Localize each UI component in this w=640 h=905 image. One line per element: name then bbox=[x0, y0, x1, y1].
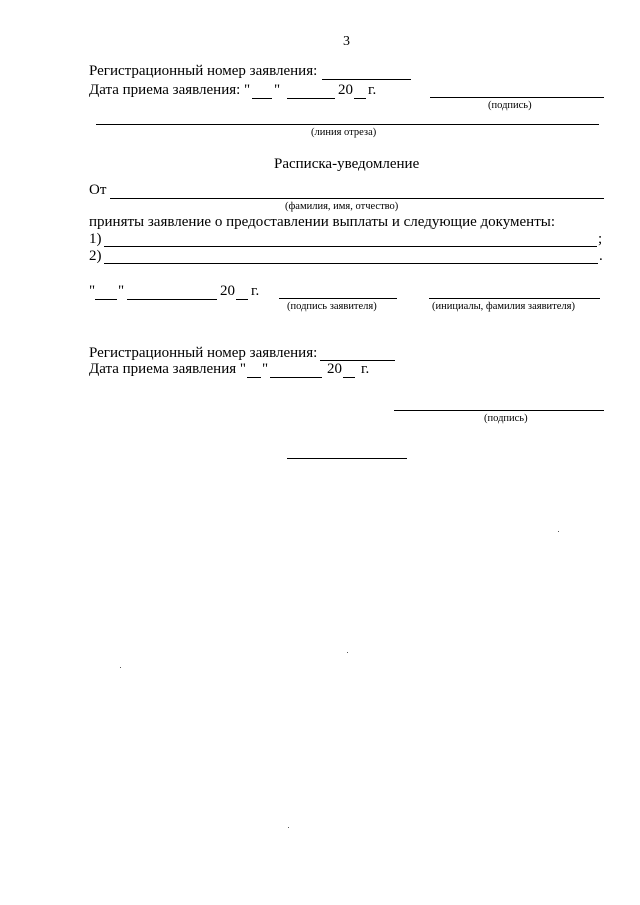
top-signature-field[interactable] bbox=[430, 97, 604, 98]
bottom-date-year-field[interactable] bbox=[343, 377, 355, 378]
bottom-signature-caption: (подпись) bbox=[484, 413, 528, 424]
doc-item-1-number: 1) bbox=[89, 231, 102, 247]
applicant-signature-field[interactable] bbox=[279, 298, 397, 299]
bottom-date-month-field[interactable] bbox=[270, 377, 322, 378]
page-number: 3 bbox=[343, 34, 350, 49]
scan-speck bbox=[120, 667, 121, 668]
bottom-date-year-suffix: г. bbox=[361, 361, 370, 377]
applicant-name-field[interactable] bbox=[429, 298, 600, 299]
receipt-date-month-field[interactable] bbox=[127, 299, 217, 300]
applicant-name-caption: (инициалы, фамилия заявителя) bbox=[432, 301, 575, 312]
doc-item-1-field[interactable] bbox=[104, 246, 597, 247]
scan-speck bbox=[288, 827, 289, 828]
bottom-date-label: Дата приема заявления " bbox=[89, 361, 246, 377]
scan-speck bbox=[558, 531, 559, 532]
receipt-title: Расписка-уведомление bbox=[274, 156, 420, 172]
cut-line bbox=[96, 124, 599, 125]
doc-item-1-end: ; bbox=[598, 231, 603, 247]
top-date-quote-close: " bbox=[274, 82, 281, 98]
receipt-date-open-quote: " bbox=[89, 283, 96, 299]
from-label: От bbox=[89, 182, 107, 198]
doc-item-2-number: 2) bbox=[89, 248, 102, 264]
applicant-signature-caption: (подпись заявителя) bbox=[287, 301, 377, 312]
from-fio-field[interactable] bbox=[110, 198, 604, 199]
receipt-date-day-field[interactable] bbox=[95, 299, 117, 300]
top-date-year: 20 bbox=[338, 82, 353, 98]
doc-item-2-end: . bbox=[599, 248, 603, 264]
bottom-signature-field[interactable] bbox=[394, 410, 604, 411]
accepted-text: приняты заявление о предоставлении выплаты и следующие документы: bbox=[89, 214, 556, 230]
top-reg-number-label: Регистрационный номер заявления: bbox=[89, 63, 318, 79]
receipt-date-year-field[interactable] bbox=[236, 299, 248, 300]
fio-caption: (фамилия, имя, отчество) bbox=[285, 201, 399, 212]
scan-speck bbox=[347, 652, 348, 653]
top-date-month-field[interactable] bbox=[287, 98, 335, 99]
cut-line-caption: (линия отреза) bbox=[311, 127, 377, 138]
bottom-date-year: 20 bbox=[327, 361, 342, 377]
receipt-date-close-quote: " bbox=[118, 283, 125, 299]
doc-item-2-field[interactable] bbox=[104, 263, 598, 264]
bottom-reg-number-label: Регистрационный номер заявления: bbox=[89, 345, 318, 361]
top-signature-caption: (подпись) bbox=[488, 100, 532, 111]
top-date-label: Дата приема заявления: " bbox=[89, 82, 251, 98]
top-date-year-field[interactable] bbox=[354, 98, 366, 99]
bottom-date-quote-close: " bbox=[262, 361, 269, 377]
receipt-date-year: 20 bbox=[220, 283, 235, 299]
top-reg-number-field[interactable] bbox=[322, 79, 411, 80]
end-separator-line bbox=[287, 458, 407, 459]
top-date-day-field[interactable] bbox=[252, 98, 272, 99]
receipt-date-year-suffix: г. bbox=[251, 283, 260, 299]
bottom-date-day-field[interactable] bbox=[247, 377, 261, 378]
top-date-year-suffix: г. bbox=[368, 82, 377, 98]
